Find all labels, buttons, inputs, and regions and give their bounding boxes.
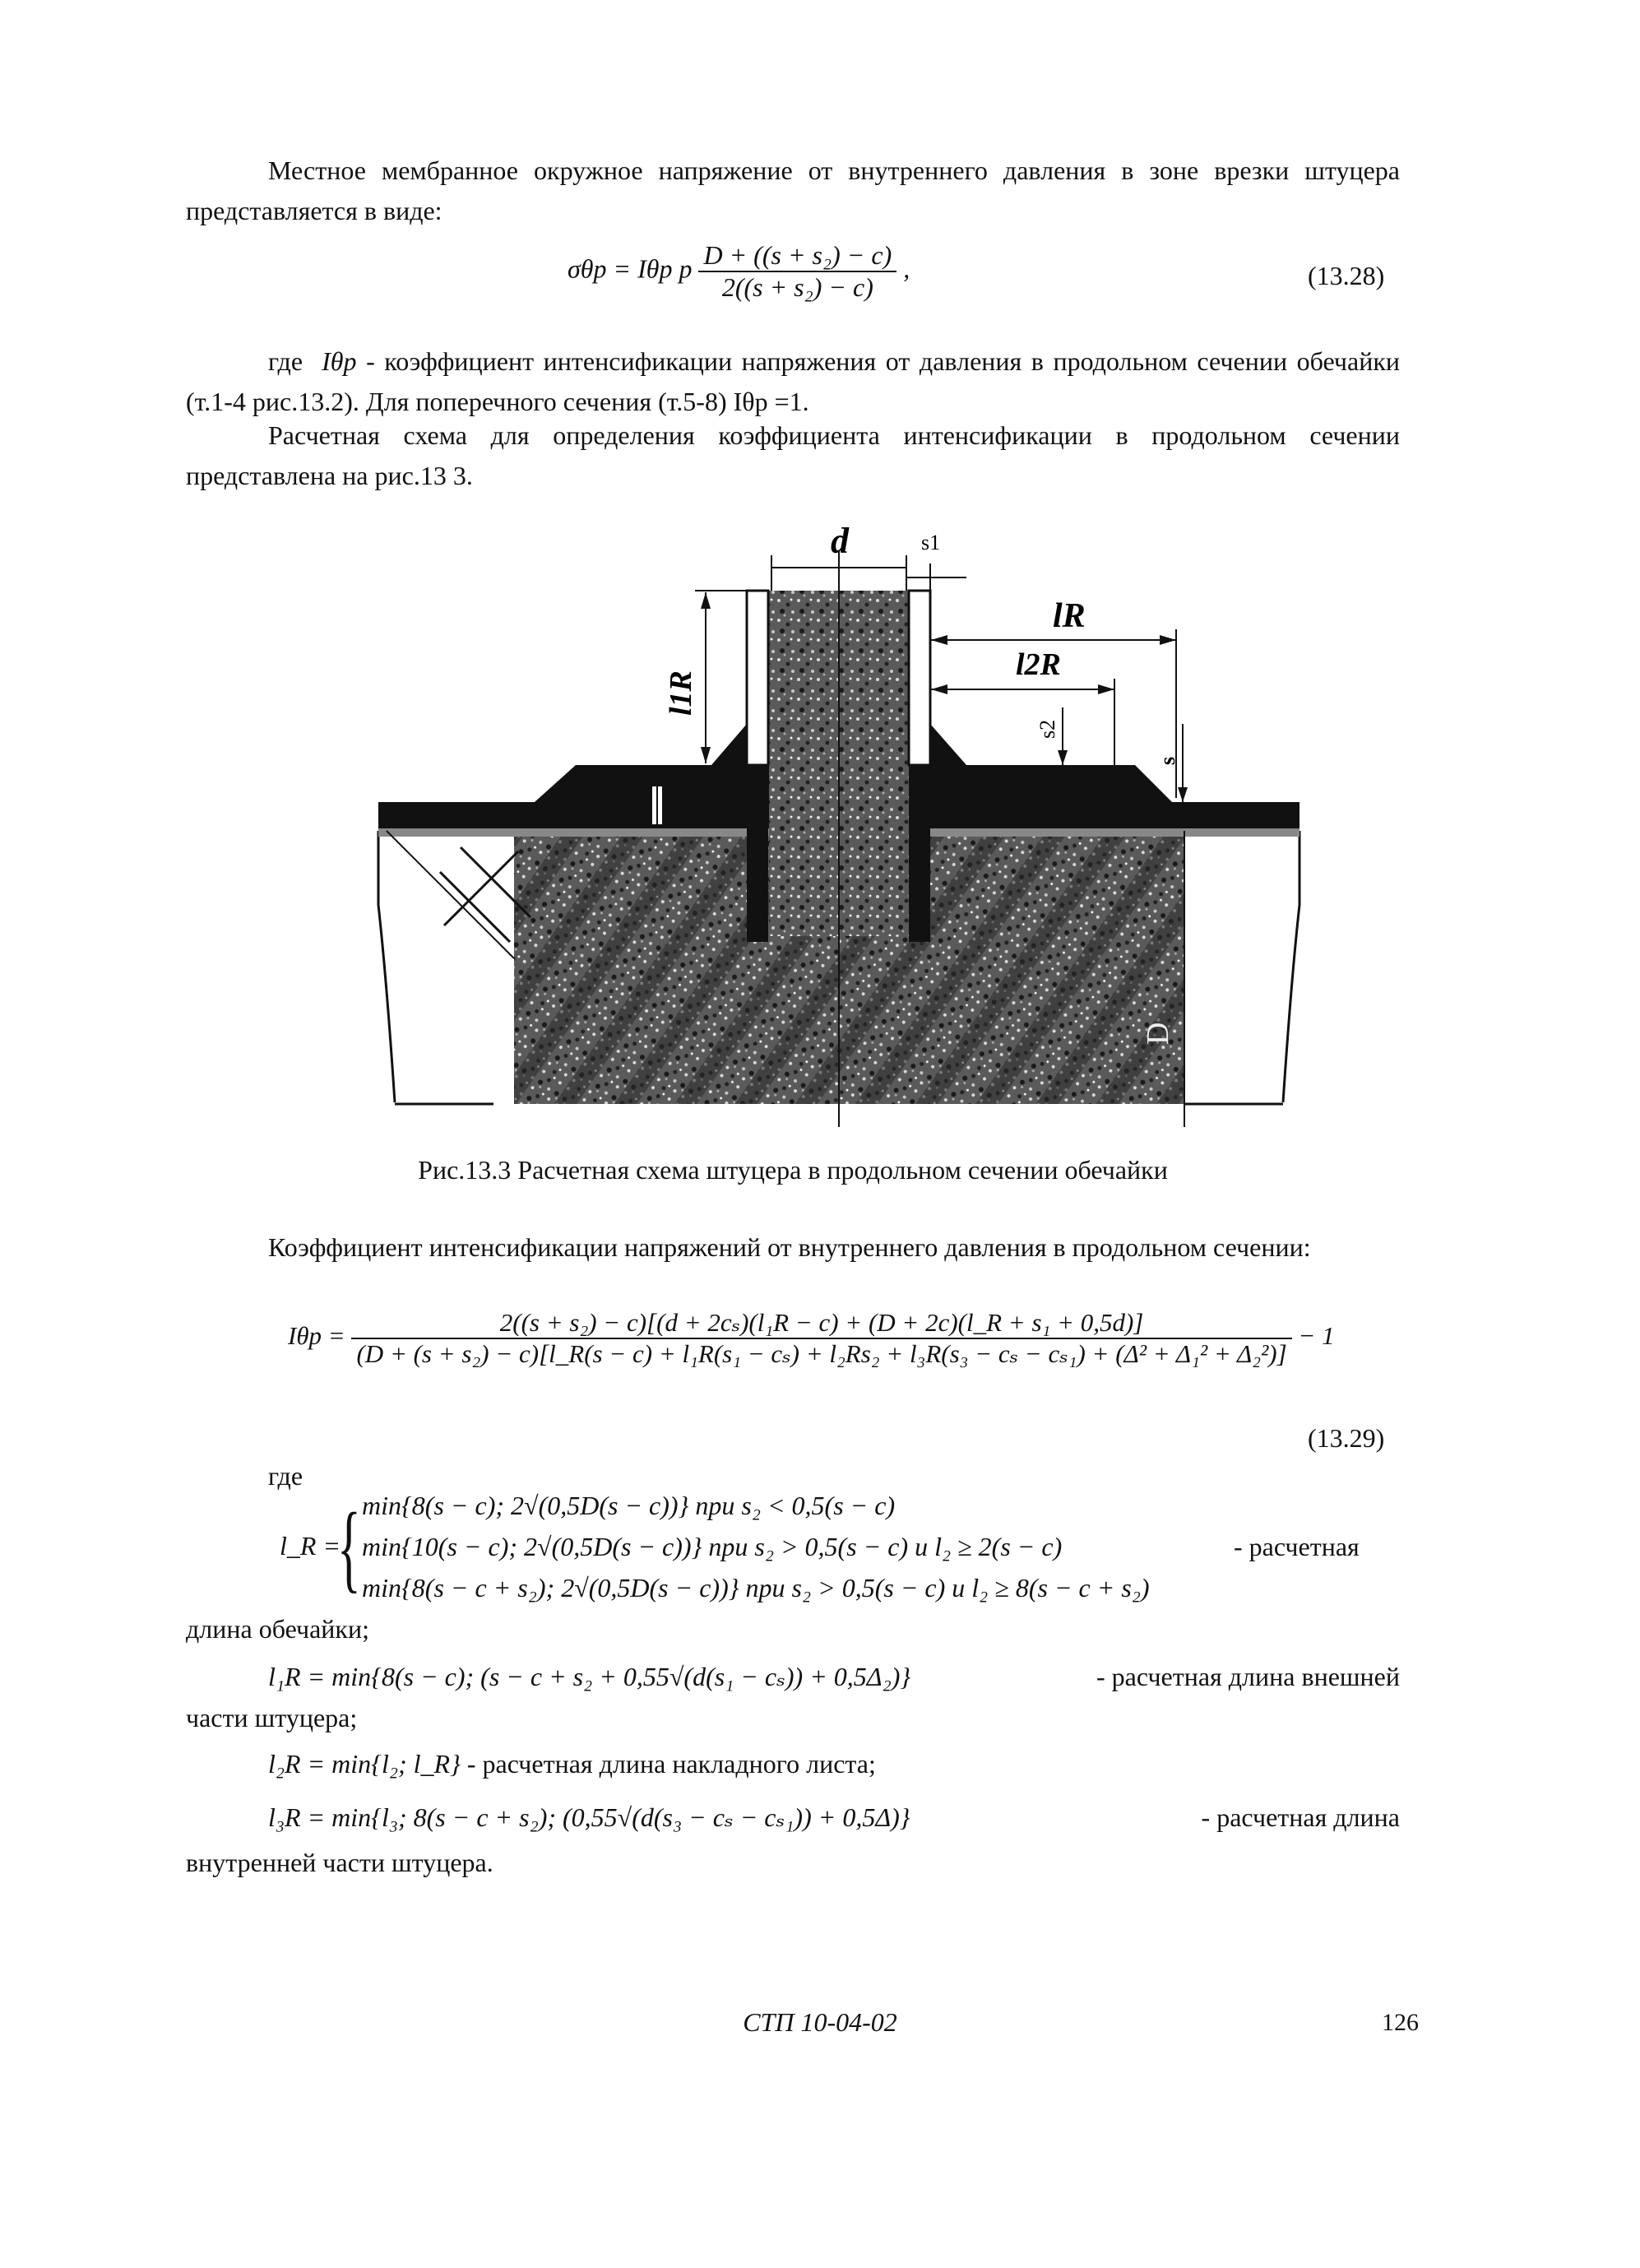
dimension-label-l2R: l2R xyxy=(1016,647,1061,682)
dimension-label-D: D xyxy=(1141,1022,1175,1045)
equation-13-28: σθp = Iθp p $\frac{\text{D + ((s + s₂) − c)}}{\text{2((s + s₂) − c)}}$ , xyxy=(568,240,910,302)
l1r-formula: l₁R = min{8(s − c); (s − c + s₂ + 0,55√(d(s₁ − cₛ)) + 0,5Δ₂)} xyxy=(268,1662,911,1691)
paragraph-membrane-stress: Местное мембранное окружное напряжение от внутреннего давления в зоне врезки штуцера представляется в виде: xyxy=(186,155,1400,225)
dimension-label-s2: s2 xyxy=(1035,719,1059,739)
l3r-formula: l₃R = min{l₃; 8(s − c + s₂); (0,55√(d(s₃ − cₛ − cₛ₁)) + 0,5Δ)} xyxy=(268,1802,910,1832)
weld-right xyxy=(930,724,966,765)
equation-13-29 xyxy=(288,1308,1335,1369)
nozzle-wall-left xyxy=(747,591,768,765)
page-number: 126 xyxy=(1382,2009,1419,2036)
equation-number-13-28: (13.28) xyxy=(1308,261,1385,290)
l3r-description-continuation: внутренней части штуцера. xyxy=(186,1848,493,1877)
dimension-label-s1: s1 xyxy=(921,531,941,554)
coefficient-definition-text: - коэффициент интенсификации напряжения от давления в продольном сечении обечайки (т.1-4 рис.13.2). Для поперечного сечения (т.5-8) Iθp =1. xyxy=(186,346,1401,416)
paragraph-coefficient-definition xyxy=(186,341,1400,422)
l2r-description: - расчетная длина накладного листа; xyxy=(460,1749,876,1779)
l1r-description: - расчетная длина внешней xyxy=(1096,1662,1400,1691)
l3r-definition xyxy=(268,1797,1400,1838)
equation-number-13-29: (13.29) xyxy=(1308,1423,1385,1453)
dimension-label-s: s xyxy=(1156,756,1179,765)
dimension-label-lR: lR xyxy=(1053,597,1086,635)
equation-fraction xyxy=(351,1308,1291,1369)
equation-tail: − 1 xyxy=(1298,1321,1335,1351)
equation-denominator: 2((s + s₂) − c) xyxy=(721,272,873,302)
where-label: где xyxy=(268,346,303,376)
shell-right-outline xyxy=(1283,831,1299,1102)
lr-description: - расчетная xyxy=(1234,1532,1360,1561)
nozzle-wall-right xyxy=(909,591,930,765)
symbol-i-theta-p: Iθp xyxy=(322,346,357,376)
lr-case-3: min{8(s − c + s₂); 2√(0,5D(s − c))} при s₂ > 0,5(s − c) и l₂ ≥ 8(s − c + s₂) xyxy=(362,1573,1150,1602)
equation-lhs: σθp = Iθp p xyxy=(568,253,693,284)
figure-caption: Рис.13.3 Расчетная схема штуцера в продольном сечении обечайки xyxy=(418,1155,1168,1185)
paragraph-scheme-reference: Расчетная схема для определения коэффициента интенсификации в продольном сечении представлена на рис.13 3. xyxy=(186,420,1400,490)
equation-denominator: (D + (s + s₂) − c)[l_R(s − c) + l₁R(s₁ − cₛ) + l₂Rs₂ + l₃R(s₃ − cₛ − cₛ₁) + (Δ² + Δ₁² + Δ₂²)] xyxy=(356,1339,1287,1368)
where-label: где xyxy=(268,1461,303,1491)
equation-lhs: Iθp = xyxy=(288,1321,345,1351)
lr-lhs: l_R = xyxy=(280,1531,341,1561)
l2r-formula: l₂R = min{l₂; l_R} xyxy=(268,1749,461,1779)
lr-case-2: min{10(s − c); 2√(0,5D(s − c))} при s₂ > 0,5(s − c) и l₂ ≥ 2(s − c) xyxy=(362,1532,1063,1561)
equation-fraction xyxy=(698,240,896,303)
shell-left-outline xyxy=(378,831,395,1102)
weld-left xyxy=(711,724,747,765)
l1r-definition xyxy=(268,1657,1400,1697)
lr-case-1: min{8(s − c); 2√(0,5D(s − c))} при s₂ < 0,5(s − c) xyxy=(362,1491,896,1520)
dimension-label-d: d xyxy=(831,521,849,561)
paragraph-coefficient-intro: Коэффициент интенсификации напряжений от внутреннего давления в продольном сечении: xyxy=(268,1232,1311,1262)
document-code: СТП 10-04-02 xyxy=(743,2007,897,2037)
nozzle-diagram xyxy=(362,518,1316,1143)
document-page: Местное мембранное окружное напряжение от внутреннего давления в зоне врезки штуцера представляется в виде: σθp = Iθp p $\frac{\text{D + ((s + s₂) − c)}}{\text{2((s + s₂) − c)}}$ , (13.28) где Iθp - коэффициент интенсификации напряжения от давления в продольном сечении обечайки (т.1-4 рис.13.2). Для поперечного сечения (т.5-8) Iθp =1. Расчетная схема для определения коэффициента интенсификации в продольном сечении представлена на рис.13 3. d s1 lR l2R l1R s2 s D Рис.13.3 Расчетная схема штуцера в продольном сечении обечайки Коэффициент интенсификации напряжений от внутреннего давления в продольном сечении: Iθp = 2((s + s₂) − c)[(d + 2cₛ)(l₁R − c) + (D + 2c)(l_R + s₁ + 0,5d)] (D + (s + s₂) − c)[l_R(s − c) + l₁R(s₁ − cₛ) + l₂Rs₂ + l₃R(s₃ − cₛ − cₛ₁) + (Δ² + Δ₁² + Δ₂²)] − 1 (13.29) где l_R = { min{8(s − c); 2√(0,5D(s − c))} при s₂ < 0,5(s − c) min{10(s − c); 2√(0,5D(s − c))} при s₂ > 0,5(s − c) и l₂ ≥ 2(s − c) min{8(s − c + s₂); 2√(0,5D(s − c))} при s₂ > 0,5(s − c) и l₂ ≥ 8(s − c + s₂) - расчетная длина обечайки; l₁R = min{8(s − c); (s − c + s₂ + 0,55√(d(s₁ − cₛ)) + 0,5Δ₂)} - расчетная длина внешней части штуцера; l₂R = min{l₂; l_R} - расчетная длина накладного листа; l₃R = min{l₃; 8(s − c + s₂); (0,55√(d(s₃ − cₛ − cₛ₁)) + 0,5Δ)} - расчетная длина внутренней части штуцера. СТП 10-04-02 126 xyxy=(0,0,1640,2268)
equation-numerator: 2((s + s₂) − c)[(d + 2cₛ)(l₁R − c) + (D + 2c)(l_R + s₁ + 0,5d)] xyxy=(351,1308,1291,1339)
dimension-label-l1R: l1R xyxy=(664,670,698,716)
l2r-definition xyxy=(268,1744,1400,1784)
equation-numerator: D + ((s + s₂) − c) xyxy=(698,240,896,272)
lr-description-continuation: длина обечайки; xyxy=(186,1614,369,1644)
l3r-description: - расчетная длина xyxy=(1201,1802,1400,1832)
l1r-description-continuation: части штуцера; xyxy=(186,1703,358,1732)
